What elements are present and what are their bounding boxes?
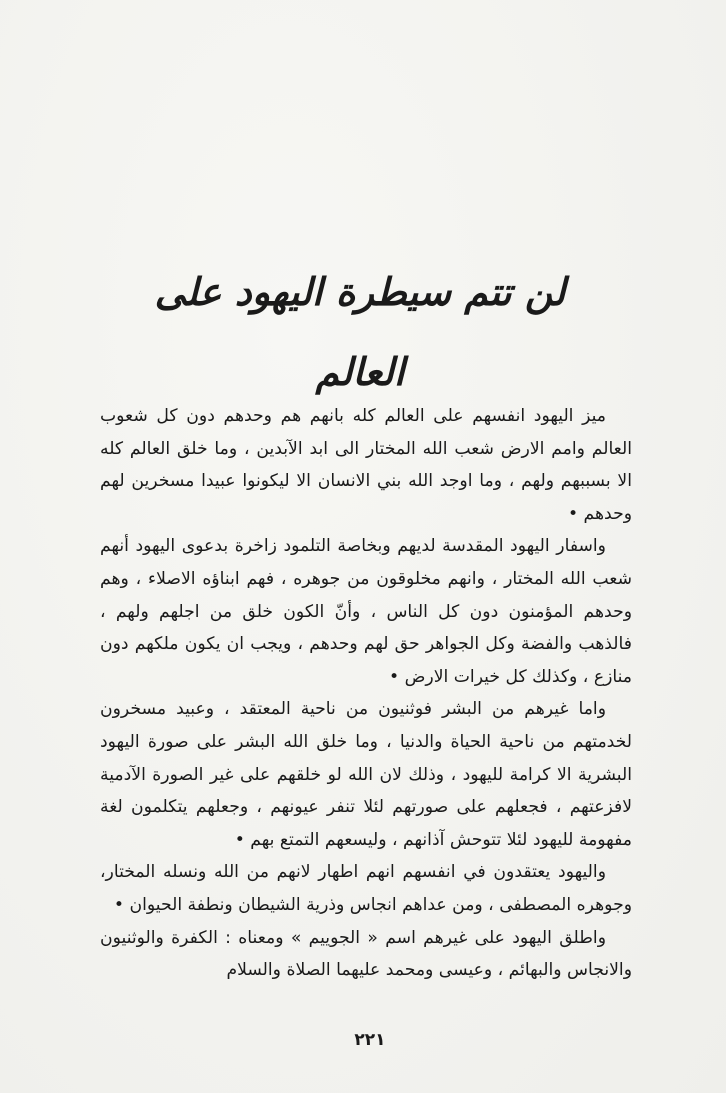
paragraph-5: واطلق اليهود على غيرهم اسم « الجوييم » ومعناه : الكفرة والوثنيون والانجاس والبهائم ، وعيسى ومحمد عليهما الصلاة والسلام: [100, 927, 632, 981]
body-text: [100, 400, 632, 987]
paragraph-3: واما غيرهم من البشر فوثنيون من ناحية المعتقد ، وعبيد مسخرون لخدمتهم من ناحية الحياة والدنيا ، وما خلق الله البشر على صورة اليهود البشرية الا كرامة لليهود ، وذلك لان الله لو خلقهم على غير الصورة الآدمية لافزعتهم ، فجعلهم على صورتهم لئلا تنفر عيونهم ، وجعلهم يتكلمون لغة مفهومة لليهود لئلا تتوحش آذانهم ، وليسعهم التمتع بهم •: [100, 699, 632, 850]
page-number: ٢٢١: [354, 1030, 386, 1050]
paragraph-1: ميز اليهود انفسهم على العالم كله بانهم هم وحدهم دون كل شعوب العالم وامم الارض شعب الله المختار الى ابد الآبدين ، وما خلق العالم كله الا بسببهم ولهم ، وما اوجد الله بني الانسان الا ليكونوا عبيدا مسخرين لهم وحدهم •: [100, 406, 632, 524]
chapter-title: لن تتم سيطرة اليهود على العالم: [154, 269, 566, 394]
paragraph-2: واسفار اليهود المقدسة لديهم وبخاصة التلمود زاخرة بدعوى اليهود أنهم شعب الله المختار ، وانهم مخلوقون من جوهره ، فهم ابناؤه الاصلاء ، وهم وحدهم المؤمنون دون كل الناس ، وأنّ الكون خلق من اجلهم ولهم ، فالذهب والفضة وكل الجواهر حق لهم وحدهم ، ويجب ان يكون ملكهم دون منازع ، وكذلك كل خيرات الارض •: [100, 536, 632, 687]
paragraph-4: واليهود يعتقدون في انفسهم انهم اطهار لانهم من الله ونسله المختار، وجوهره المصطفى ، ومن عداهم انجاس وذرية الشيطان ونطفة الحيوان •: [100, 862, 632, 915]
